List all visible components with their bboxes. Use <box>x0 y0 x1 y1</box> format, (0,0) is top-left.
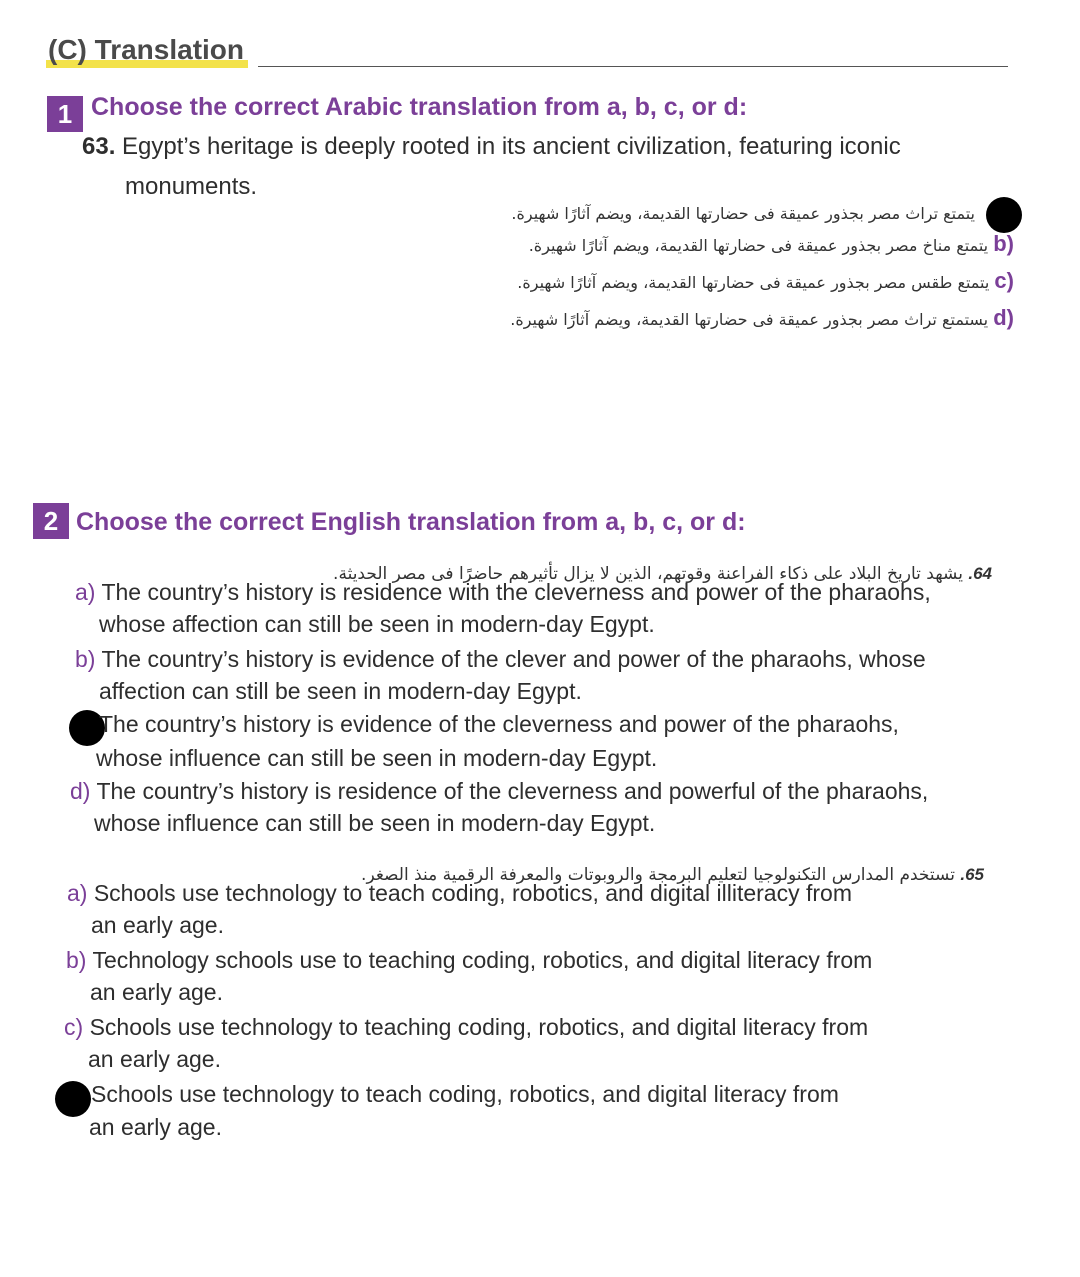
option-text: The country’s history is residence of the cleverness and powerful of the pharaohs, <box>96 778 929 804</box>
option-text-continued: an early age. <box>88 1046 221 1072</box>
option-text-continued: an early age. <box>90 979 223 1005</box>
option-a[interactable] <box>511 204 975 223</box>
option-text: The country’s history is evidence of the clever and power of the pharaohs, whose <box>101 646 926 672</box>
exercise-title: Choose the correct Arabic translation from a, b, c, or d: <box>91 93 748 121</box>
option-letter: c) <box>64 1014 84 1040</box>
answer-marker-dot <box>55 1081 91 1117</box>
q64-option-c-continued: whose influence can still be seen in modern-day Egypt. <box>96 745 658 771</box>
option-letter: a) <box>67 880 88 906</box>
q64-option-d[interactable] <box>70 775 990 839</box>
q65-option-d-continued: an early age. <box>89 1114 222 1140</box>
option-letter: (c <box>994 268 1014 293</box>
option-letter: b) <box>75 646 96 672</box>
question-text-continued: monuments. <box>125 173 258 200</box>
option-text-continued: affection can still be seen in modern-day Egypt. <box>99 678 582 704</box>
option-letter: (b <box>993 231 1014 256</box>
option-c[interactable] <box>517 268 1014 294</box>
option-letter: b) <box>66 947 87 973</box>
option-text: يستمتع تراث مصر بجذور عميقة فى حضارتها القديمة، ويضم آثارًا شهيرة. <box>510 310 989 329</box>
option-text-continued: whose affection can still be seen in modern-day Egypt. <box>99 611 655 637</box>
question-text: يشهد تاريخ البلاد على ذكاء الفراعنة وقوتهم، الذين لا يزال تأثيرهم حاضرًا فى مصر الحديثة. <box>333 564 963 584</box>
q64-option-c[interactable] <box>99 708 999 740</box>
option-text: Schools use technology to teach coding, robotics, and digital illiteracy from <box>93 880 852 906</box>
q64-option-b[interactable] <box>75 643 995 707</box>
option-text: Schools use technology to teach coding, robotics, and digital literacy from <box>91 1081 839 1107</box>
q65-option-b[interactable] <box>66 944 966 1008</box>
question-text: Egypt’s heritage is deeply rooted in its ancient civilization, featuring iconic <box>122 133 901 160</box>
option-letter: d) <box>70 778 91 804</box>
option-d[interactable] <box>510 305 1014 331</box>
option-b[interactable] <box>529 231 1014 257</box>
question-number: 64. <box>968 564 992 583</box>
section-divider <box>258 66 1008 67</box>
q65-option-a[interactable] <box>67 877 967 941</box>
option-text: يتمتع طقس مصر بجذور عميقة فى حضارتها القديمة، ويضم آثارًا شهيرة. <box>517 273 990 292</box>
option-letter: (d <box>993 305 1014 330</box>
option-text-continued: whose influence can still be seen in modern-day Egypt. <box>94 810 656 836</box>
exercise-number-badge: 1 <box>47 96 83 132</box>
option-text: The country’s history is evidence of the cleverness and power of the pharaohs, <box>99 711 899 737</box>
exercise-number-badge: 2 <box>33 503 69 539</box>
option-text: Schools use technology to teaching coding, robotics, and digital literacy from <box>89 1014 869 1040</box>
exercise-title: Choose the correct English translation from a, b, c, or d: <box>76 508 746 536</box>
q64-option-a[interactable] <box>75 576 995 640</box>
q65-option-c[interactable] <box>64 1011 964 1075</box>
q65-option-d[interactable] <box>91 1078 971 1110</box>
option-text: يتمتع مناخ مصر بجذور عميقة فى حضارتها القديمة، ويضم آثارًا شهيرة. <box>528 236 989 255</box>
option-text-continued: an early age. <box>91 912 224 938</box>
option-text: The country’s history is residence with the cleverness and power of the pharaohs, <box>101 579 931 605</box>
option-letter: a) <box>75 579 96 605</box>
question-number: 65. <box>960 865 984 884</box>
section-title: (C) Translation <box>46 34 248 68</box>
option-text: يتمتع تراث مصر بجذور عميقة فى حضارتها القديمة، ويضم آثارًا شهيرة. <box>511 204 975 223</box>
option-text: Technology schools use to teaching coding, robotics, and digital literacy from <box>92 947 873 973</box>
question-63 <box>82 126 982 168</box>
answer-marker-dot <box>986 197 1022 233</box>
question-number: 63. <box>82 133 116 160</box>
question-text: تستخدم المدارس التكنولوجيا لتعليم البرمجة والروبوتات والمعرفة الرقمية منذ الصغر. <box>361 865 955 885</box>
